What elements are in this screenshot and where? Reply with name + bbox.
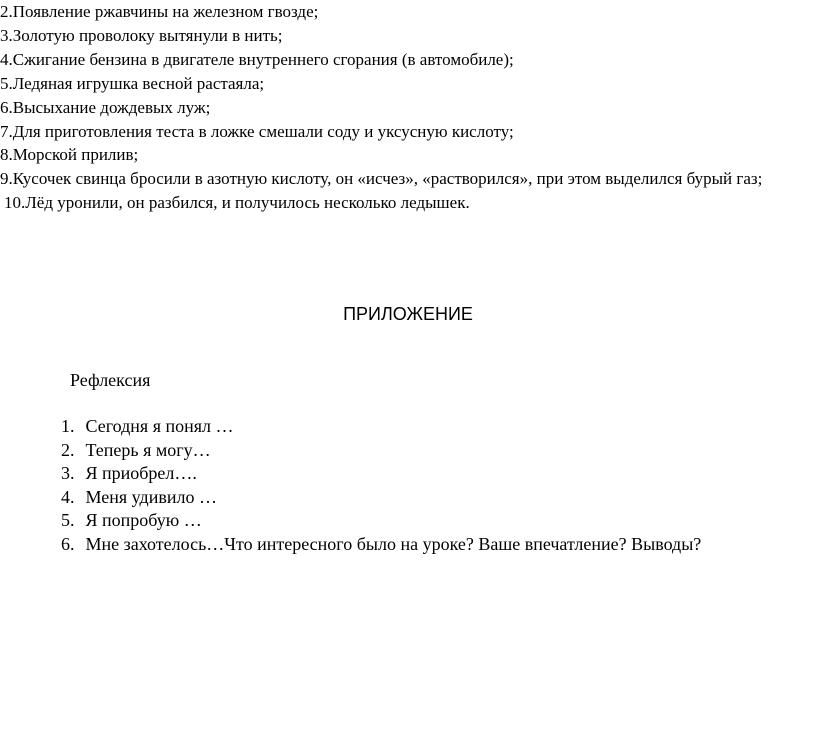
item-number: 3. (61, 463, 75, 484)
reflection-item (61, 533, 701, 557)
reflection-item (61, 509, 701, 533)
item-text: Сегодня я понял … (85, 416, 234, 436)
reflection-item (61, 462, 701, 486)
item-text: Мне захотелось…Что интересного было на уроке? Ваше впечатление? Выводы? (85, 533, 702, 554)
list-item: 5.Ледяная игрушка весной растаяла; (0, 73, 265, 93)
list-item: 7.Для приготовления теста в ложке смешали соду и уксусную кислоту; (0, 121, 514, 141)
phenomena-list (0, 0, 816, 215)
item-number: 2. (61, 439, 75, 460)
item-number: 1. (61, 416, 75, 436)
reflection-list (61, 415, 701, 557)
reflection-item (61, 415, 701, 439)
list-item: 4.Сжигание бензина в двигателе внутреннего сгорания (в автомобиле); (0, 49, 514, 69)
item-text: Я попробую … (85, 510, 202, 531)
list-item: 2.Появление ржавчины на железном гвозде; (0, 2, 319, 21)
list-item: 3.Золотую проволоку вытянули в нить; (0, 25, 283, 45)
list-item: 10.Лёд уронили, он разбился, и получилось несколько ледышек. (4, 193, 470, 213)
item-number: 6. (61, 533, 75, 554)
item-number: 4. (61, 486, 75, 507)
reflection-item (61, 486, 701, 510)
item-text: Я приобрел…. (85, 463, 197, 484)
appendix-heading: ПРИЛОЖЕНИЕ (343, 304, 473, 324)
item-text: Меня удивило … (85, 486, 217, 507)
list-item: 8.Морской прилив; (0, 145, 139, 165)
reflection-item (61, 439, 701, 463)
list-item: 9.Кусочек свинца бросили в азотную кислоту, он «исчез», «растворился», при этом выделился бурый газ; (0, 169, 763, 189)
list-item: 6.Высыхание дождевых луж; (0, 97, 211, 117)
item-text: Теперь я могу… (85, 439, 211, 460)
reflection-title: Рефлексия (70, 370, 151, 390)
item-number: 5. (61, 510, 75, 531)
